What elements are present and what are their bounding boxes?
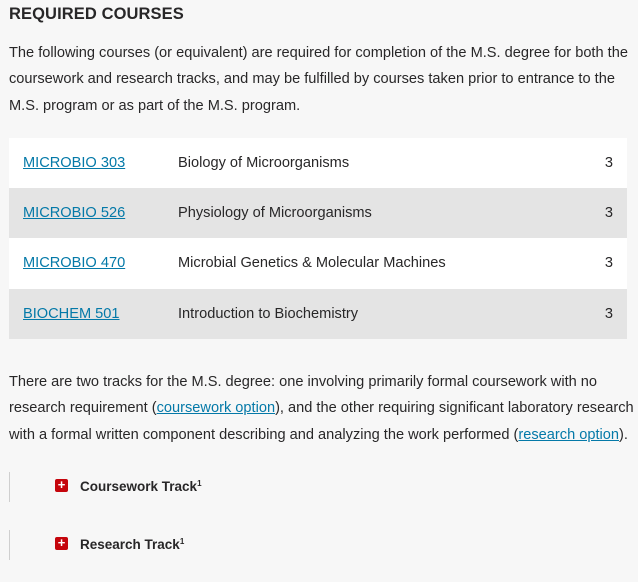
course-title: Physiology of Microorganisms [178, 205, 372, 222]
course-credits: 3 [604, 305, 613, 322]
footnote-marker: 1 [197, 479, 202, 488]
course-row [9, 138, 627, 188]
course-row [9, 289, 627, 339]
tracks-text-1: There are two tracks for the M.S. degree: one involving primarily formal coursework with no research requirement ( [9, 374, 598, 417]
course-link-microbio-303[interactable]: MICROBIO 303 [23, 155, 126, 172]
coursework-track-label: Coursework Track [80, 479, 198, 494]
tracks-text-2: ), and the other requiring significant laboratory research with a formal written component describing and analyzing the work performed ( [9, 400, 634, 443]
tracks-text-3: ). [619, 426, 628, 443]
coursework-track-toggle[interactable] [9, 472, 610, 502]
course-title: Introduction to Biochemistry [178, 305, 359, 322]
section-heading: REQUIRED COURSES [9, 5, 184, 23]
expand-plus-icon[interactable]: + [55, 479, 68, 492]
course-credits: 3 [604, 205, 613, 222]
research-option-link[interactable]: research option [518, 426, 620, 443]
course-link-biochem-501[interactable]: BIOCHEM 501 [23, 305, 120, 322]
course-row [9, 188, 627, 238]
course-credits: 3 [604, 255, 613, 272]
research-track-label: Research Track [80, 537, 180, 552]
footnote-marker: 1 [179, 537, 185, 546]
research-track-toggle[interactable] [9, 530, 610, 560]
course-title: Microbial Genetics & Molecular Machines [178, 255, 446, 272]
tracks-paragraph [9, 369, 634, 448]
courses-table [9, 138, 627, 339]
coursework-option-link[interactable]: coursework option [156, 400, 276, 417]
course-row [9, 238, 627, 288]
course-credits: 3 [604, 155, 613, 172]
intro-paragraph: The following courses (or equivalent) are required for completion of the M.S. degree for both the coursework and research tracks, and may be fulfilled by courses taken prior to entrance to the M.S. program or as part of the M.S. program. [9, 45, 628, 114]
expand-plus-icon[interactable]: + [55, 537, 68, 550]
course-link-microbio-470[interactable]: MICROBIO 470 [23, 255, 126, 272]
course-title: Biology of Microorganisms [178, 155, 350, 172]
course-link-microbio-526[interactable]: MICROBIO 526 [23, 205, 126, 222]
